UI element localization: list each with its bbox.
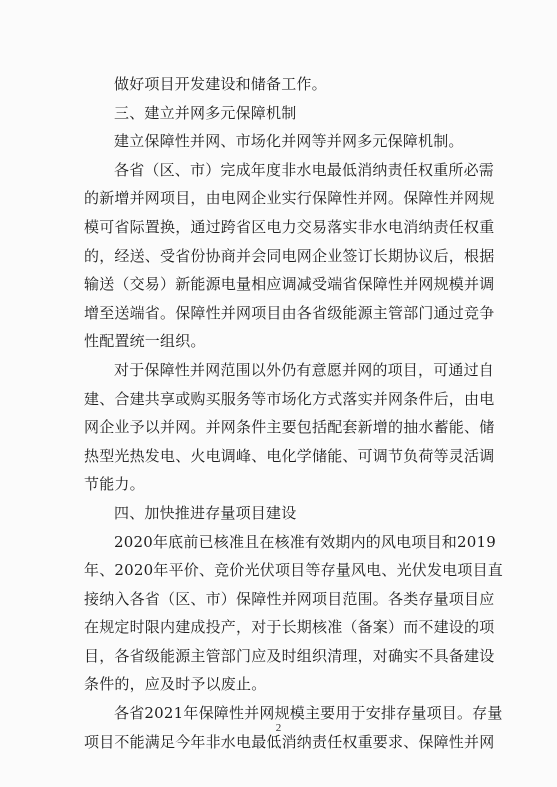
text-line: 2020年底前已核准且在核准有效期内的风电项目和2019 [114,532,496,551]
text-line: 条件的，应及时予以废止。 [84,675,267,694]
text-line: 在规定时限内建成投产，对于长期核准（备案）而不建设的项 [84,618,495,637]
text-line: 各省2021年保障性并网规模主要用于安排存量项目。存量 [114,704,503,723]
text-line: 项目不能满足今年非水电最低消纳责任权重要求、保障性并网 [84,732,495,751]
text-line: 增至送端省。保障性并网项目由各省级能源主管部门通过竞争 [84,303,495,322]
text-line: 的，经送、受省份协商并会同电网企业签订长期协议后，根据 [84,246,495,265]
text-line: 模可省际置换，通过跨省区电力交易落实非水电消纳责任权重 [84,217,495,236]
text-line: 的新增并网项目，由电网企业实行保障性并网。保障性并网规 [84,189,495,208]
text-line: 网企业予以并网。并网条件主要包括配套新增的抽水蓄能、储 [84,418,495,437]
text-line: 对于保障性并网范围以外仍有意愿并网的项目，可通过自 [114,360,495,379]
document-body [84,70,503,756]
text-line: 输送（交易）新能源电量相应调减受端省保障性并网规模并调 [84,275,495,294]
text-line: 做好项目开发建设和储备工作。 [114,75,327,93]
text-line: 节能力。 [84,475,145,494]
text-line: 性配置统一组织。 [84,332,206,351]
text-line: 接纳入各省（区、市）保障性并网项目范围。各类存量项目应 [84,589,495,608]
text-line: 建立保障性并网、市场化并网等并网多元保障机制。 [114,132,464,151]
text-line: 年、2020年平价、竞价光伏项目等存量风电、光伏发电项目直 [84,561,503,580]
text-line: 四、加快推进存量项目建设 [114,503,297,522]
text-line: 各省（区、市）完成年度非水电最低消纳责任权重所必需 [114,160,495,179]
text-line: 建、合建共享或购买服务等市场化方式落实并网条件后，由电 [84,389,495,408]
text-line: 三、建立并网多元保障机制 [114,103,297,122]
text-line: 目，各省级能源主管部门应及时组织清理，对确实不具备建设 [84,646,495,665]
page-number: 2 [275,722,282,734]
text-line: 热型光热发电、火电调峰、电化学储能、可调节负荷等灵活调 [84,446,495,465]
